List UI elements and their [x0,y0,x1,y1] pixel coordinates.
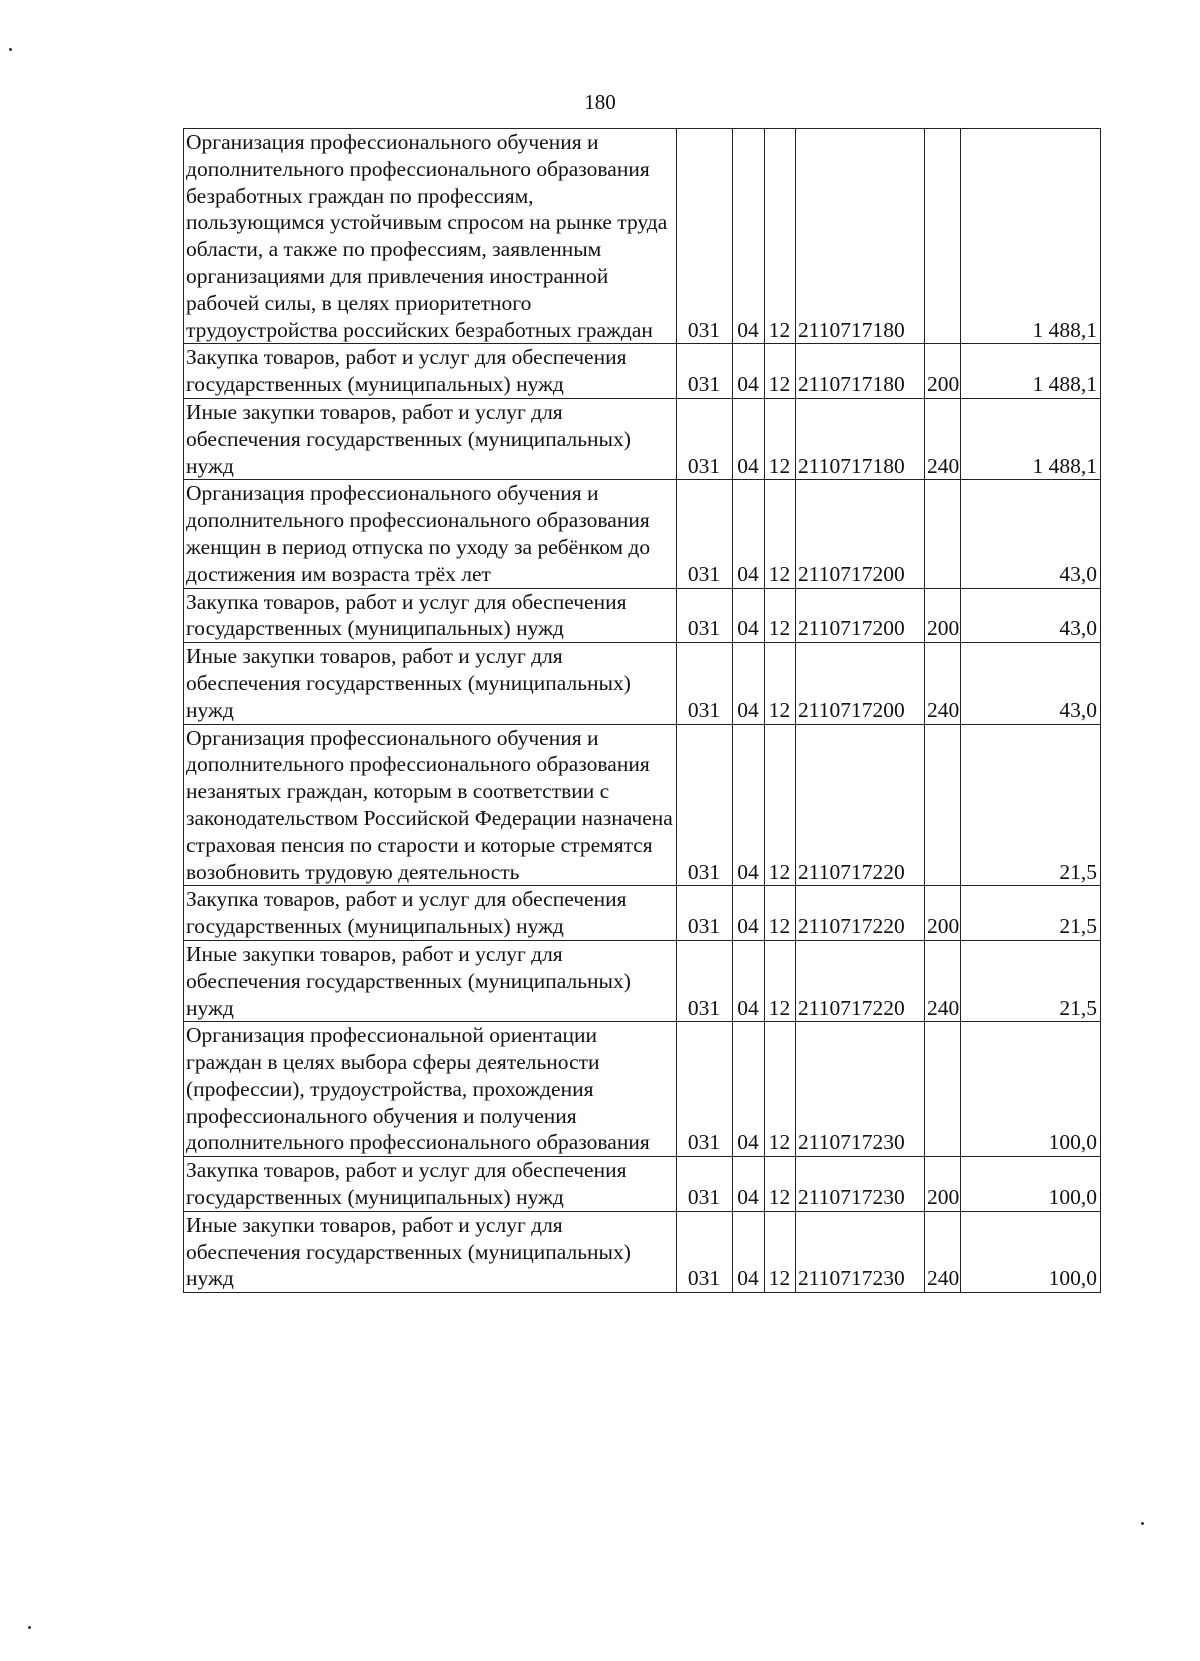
target-article-code: 2110717200 [796,480,925,588]
ministry-code: 031 [677,1022,733,1157]
expense-type-code [925,480,961,588]
ministry-code: 031 [677,344,733,399]
scan-speck [9,48,12,51]
row-name: Закупка товаров, работ и услуг для обеспечения государственных (муниципальных) нужд [184,344,677,399]
table-row [184,724,1101,886]
amount: 1 488,1 [961,129,1101,344]
section-code: 04 [733,398,765,479]
amount: 43,0 [961,588,1101,643]
row-name: Иные закупки товаров, работ и услуг для обеспечения государственных (муниципальных) нужд [184,643,677,724]
row-name: Организация профессионального обучения и дополнительного профессионального образования незанятых граждан, которым в соответствии с законодательством Российской Федерации назначена страховая пенсия по старости и которые стремятся возобновить трудовую деятельность [184,724,677,886]
table-row [184,1157,1101,1212]
table-row [184,129,1101,344]
subsection-code: 12 [765,588,796,643]
target-article-code: 2110717180 [796,129,925,344]
row-name: Закупка товаров, работ и услуг для обеспечения государственных (муниципальных) нужд [184,588,677,643]
row-name: Иные закупки товаров, работ и услуг для обеспечения государственных (муниципальных) нужд [184,940,677,1021]
budget-table [183,128,1101,1293]
section-code: 04 [733,643,765,724]
section-code: 04 [733,480,765,588]
section-code: 04 [733,129,765,344]
ministry-code: 031 [677,940,733,1021]
expense-type-code: 240 [925,398,961,479]
section-code: 04 [733,940,765,1021]
subsection-code: 12 [765,480,796,588]
expense-type-code [925,1022,961,1157]
amount: 100,0 [961,1211,1101,1292]
expense-type-code: 200 [925,588,961,643]
row-name: Иные закупки товаров, работ и услуг для обеспечения государственных (муниципальных) нужд [184,398,677,479]
ministry-code: 031 [677,398,733,479]
row-name: Организация профессионального обучения и дополнительного профессионального образования безработных граждан по профессиям, пользующимся устойчивым спросом на рынке труда области, а также по профессиям, заявленным организациями для привлечения иностранной рабочей силы, в целях приоритетного трудоустройства российских безработных граждан [184,129,677,344]
ministry-code: 031 [677,129,733,344]
ministry-code: 031 [677,724,733,886]
row-name: Иные закупки товаров, работ и услуг для обеспечения государственных (муниципальных) нужд [184,1211,677,1292]
scan-speck [28,1626,31,1629]
expense-type-code: 240 [925,1211,961,1292]
expense-type-code: 200 [925,1157,961,1212]
amount: 100,0 [961,1157,1101,1212]
target-article-code: 2110717200 [796,643,925,724]
ministry-code: 031 [677,1157,733,1212]
ministry-code: 031 [677,886,733,941]
section-code: 04 [733,1022,765,1157]
table-row [184,1022,1101,1157]
expense-type-code: 240 [925,940,961,1021]
expense-type-code [925,129,961,344]
row-name: Организация профессиональной ориентации граждан в целях выбора сферы деятельности (профессии), трудоустройства, прохождения профессионального обучения и получения дополнительного профессионального образования [184,1022,677,1157]
budget-table-body [184,129,1101,1293]
target-article-code: 2110717220 [796,886,925,941]
target-article-code: 2110717220 [796,940,925,1021]
amount: 43,0 [961,643,1101,724]
row-name: Закупка товаров, работ и услуг для обеспечения государственных (муниципальных) нужд [184,886,677,941]
ministry-code: 031 [677,588,733,643]
target-article-code: 2110717230 [796,1211,925,1292]
target-article-code: 2110717180 [796,398,925,479]
section-code: 04 [733,588,765,643]
target-article-code: 2110717220 [796,724,925,886]
amount: 1 488,1 [961,398,1101,479]
subsection-code: 12 [765,643,796,724]
row-name: Закупка товаров, работ и услуг для обеспечения государственных (муниципальных) нужд [184,1157,677,1212]
amount: 100,0 [961,1022,1101,1157]
ministry-code: 031 [677,1211,733,1292]
subsection-code: 12 [765,129,796,344]
table-row [184,398,1101,479]
section-code: 04 [733,724,765,886]
target-article-code: 2110717230 [796,1157,925,1212]
table-row [184,344,1101,399]
expense-type-code: 240 [925,643,961,724]
ministry-code: 031 [677,480,733,588]
amount: 21,5 [961,724,1101,886]
section-code: 04 [733,1157,765,1212]
scan-speck [1141,1522,1144,1525]
subsection-code: 12 [765,1157,796,1212]
table-row [184,1211,1101,1292]
target-article-code: 2110717180 [796,344,925,399]
amount: 43,0 [961,480,1101,588]
row-name: Организация профессионального обучения и дополнительного профессионального образования женщин в период отпуска по уходу за ребёнком до достижения им возраста трёх лет [184,480,677,588]
section-code: 04 [733,886,765,941]
target-article-code: 2110717200 [796,588,925,643]
amount: 21,5 [961,940,1101,1021]
expense-type-code: 200 [925,886,961,941]
section-code: 04 [733,1211,765,1292]
table-row [184,886,1101,941]
table-row [184,588,1101,643]
expense-type-code: 200 [925,344,961,399]
ministry-code: 031 [677,643,733,724]
subsection-code: 12 [765,724,796,886]
subsection-code: 12 [765,1211,796,1292]
target-article-code: 2110717230 [796,1022,925,1157]
table-row [184,643,1101,724]
subsection-code: 12 [765,940,796,1021]
page-number: 180 [584,90,616,114]
table-row [184,480,1101,588]
amount: 21,5 [961,886,1101,941]
subsection-code: 12 [765,344,796,399]
table-row [184,940,1101,1021]
section-code: 04 [733,344,765,399]
subsection-code: 12 [765,398,796,479]
expense-type-code [925,724,961,886]
subsection-code: 12 [765,886,796,941]
subsection-code: 12 [765,1022,796,1157]
amount: 1 488,1 [961,344,1101,399]
